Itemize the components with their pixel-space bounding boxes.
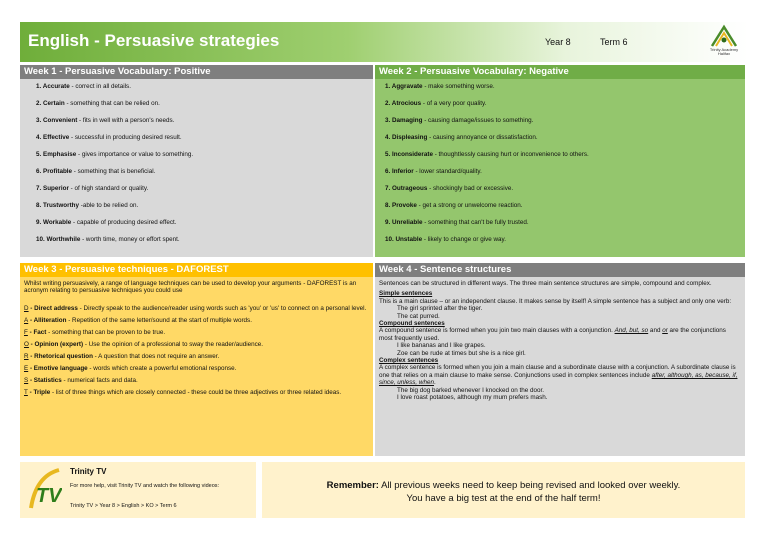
week3-intro: Whilst writing persuasively, a range of language techniques can be used to develop your arguments - DAFOREST is an acronym relating to persuasive techniques you could use bbox=[24, 280, 357, 295]
week1-item: 10. Worthwhile - worth time, money or effort spent. bbox=[36, 236, 180, 243]
complex-example: I love roast potatoes, although my mum prefers mash. bbox=[397, 394, 548, 402]
week2-item: 2. Atrocious - of a very poor quality. bbox=[385, 100, 487, 107]
svg-text:TV: TV bbox=[36, 485, 62, 507]
complex-sentences-title: Complex sentences bbox=[379, 357, 439, 365]
compound-example: I like bananas and I like grapes. bbox=[397, 342, 486, 350]
technique-item: T - Triple - list of three things which are closely connected - these could be three adjectives or three related ideas. bbox=[24, 389, 342, 397]
week3-heading: Week 3 - Persuasive techniques - DAFOREST bbox=[20, 263, 373, 277]
remember-panel bbox=[262, 462, 745, 518]
week2-panel bbox=[375, 65, 745, 257]
simple-example: The girl sprinted after the tiger. bbox=[397, 305, 483, 313]
week2-item: 9. Unreliable - something that can't be fully trusted. bbox=[385, 219, 529, 226]
technique-item: D - Direct address - Directly speak to the audience/reader using words such as 'you' or 'us' to connect on a personal level. bbox=[24, 304, 367, 312]
trinity-tv-description: For more help, visit Trinity TV and watch the following videos: bbox=[70, 483, 220, 489]
compound-sentences-text: A compound sentence is formed when you join two main clauses with a conjunction. And, but, so and or are the conjunctions most frequently used. bbox=[379, 327, 726, 342]
week1-item: 7. Superior - of high standard or quality. bbox=[36, 185, 149, 192]
week2-item: 6. Inferior - lower standard/quality. bbox=[385, 168, 482, 175]
school-logo bbox=[706, 24, 742, 60]
week2-item: 4. Displeasing - causing annoyance or dissatisfaction. bbox=[385, 134, 538, 141]
technique-item: E - Emotive language - words which create a powerful emotional response. bbox=[24, 365, 237, 373]
week1-item: 9. Workable - capable of producing desired effect. bbox=[36, 219, 177, 226]
trinity-tv-path: Trinity TV > Year 8 > English > KO > Term 6 bbox=[70, 503, 177, 509]
week3-list bbox=[24, 305, 369, 397]
week2-item: 5. Inconsiderate - thoughtlessly causing hurt or inconvenience to others. bbox=[385, 151, 589, 158]
week2-item: 3. Damaging - causing damage/issues to something. bbox=[385, 117, 534, 124]
week4-panel bbox=[375, 263, 745, 456]
header-banner bbox=[20, 22, 748, 62]
remember-text: Remember: All previous weeks need to keep being revised and looked over weekly. You have a big test at the end of the half term! bbox=[326, 480, 681, 504]
logo-icon bbox=[706, 24, 742, 48]
technique-item: O - Opinion (expert) - Use the opinion of a professional to sway the reader/audience. bbox=[24, 341, 264, 349]
week2-item: 1. Aggravate - make something worse. bbox=[385, 83, 495, 90]
week2-item: 7. Outrageous - shockingly bad or excessive. bbox=[385, 185, 514, 192]
technique-item: R - Rhetorical question - A question that does not require an answer. bbox=[24, 353, 220, 361]
week1-item: 3. Convenient - fits in well with a person's needs. bbox=[36, 117, 175, 124]
week2-item: 10. Unstable - likely to change or give way. bbox=[385, 236, 506, 243]
simple-sentences-text: This is a main clause – or an independent clause. It makes sense by itself! A simple sentence has a subject and only one verb: bbox=[379, 297, 732, 305]
week1-list bbox=[20, 79, 373, 251]
technique-item: S - Statistics - numerical facts and data. bbox=[24, 377, 138, 385]
week1-item: 8. Trustworthy -able to be relied on. bbox=[36, 202, 139, 209]
week1-panel bbox=[20, 65, 373, 257]
week2-heading: Week 2 - Persuasive Vocabulary: Negative bbox=[375, 65, 745, 79]
week1-item: 5. Emphasise - gives importance or value to something. bbox=[36, 151, 194, 158]
week4-heading: Week 4 - Sentence structures bbox=[375, 263, 745, 277]
week3-panel bbox=[20, 263, 373, 456]
technique-item: F - Fact - something that can be proven to be true. bbox=[24, 329, 166, 336]
compound-example: Zoe can be rude at times but she is a nice girl. bbox=[397, 349, 526, 357]
week2-item: 8. Provoke - get a strong or unwelcome reaction. bbox=[385, 202, 523, 209]
year-label: Year 8 bbox=[545, 37, 571, 47]
week1-item: 4. Effective - successful in producing desired result. bbox=[36, 134, 182, 141]
week1-heading: Week 1 - Persuasive Vocabulary: Positive bbox=[20, 65, 373, 79]
week1-item: 6. Profitable - something that is beneficial. bbox=[36, 168, 156, 175]
simple-example: The cat purred. bbox=[397, 312, 440, 320]
logo-text: Trinity Academy Halifax bbox=[709, 47, 739, 56]
week1-item: 2. Certain - something that can be relied on. bbox=[36, 100, 160, 107]
week2-list bbox=[375, 79, 745, 251]
compound-sentences-title: Compound sentences bbox=[379, 320, 445, 328]
term-label: Term 6 bbox=[600, 37, 628, 47]
trinity-tv-panel bbox=[20, 462, 256, 518]
week4-intro: Sentences can be structured in different ways. The three main sentence structures are simple, compound and complex. bbox=[379, 280, 712, 287]
complex-example: The big dog barked whenever I knocked on the door. bbox=[397, 386, 545, 394]
technique-item: A - Alliteration - Repetition of the same letter/sound at the start of multiple words. bbox=[24, 316, 252, 324]
page-title: English - Persuasive strategies bbox=[28, 31, 280, 50]
trinity-tv-icon bbox=[28, 468, 62, 510]
week1-item: 1. Accurate - correct in all details. bbox=[36, 83, 131, 90]
simple-sentences-title: Simple sentences bbox=[379, 290, 433, 298]
complex-sentences-text: A complex sentence is formed when you join a main clause and a subordinate clause with a conjunction. A subordinate clause is one that relies on a main clause to make sense. Conjunctions used in complex sentences include after, although, as, because, if, since, unless, when. bbox=[379, 364, 738, 387]
trinity-tv-title: Trinity TV bbox=[70, 467, 107, 476]
